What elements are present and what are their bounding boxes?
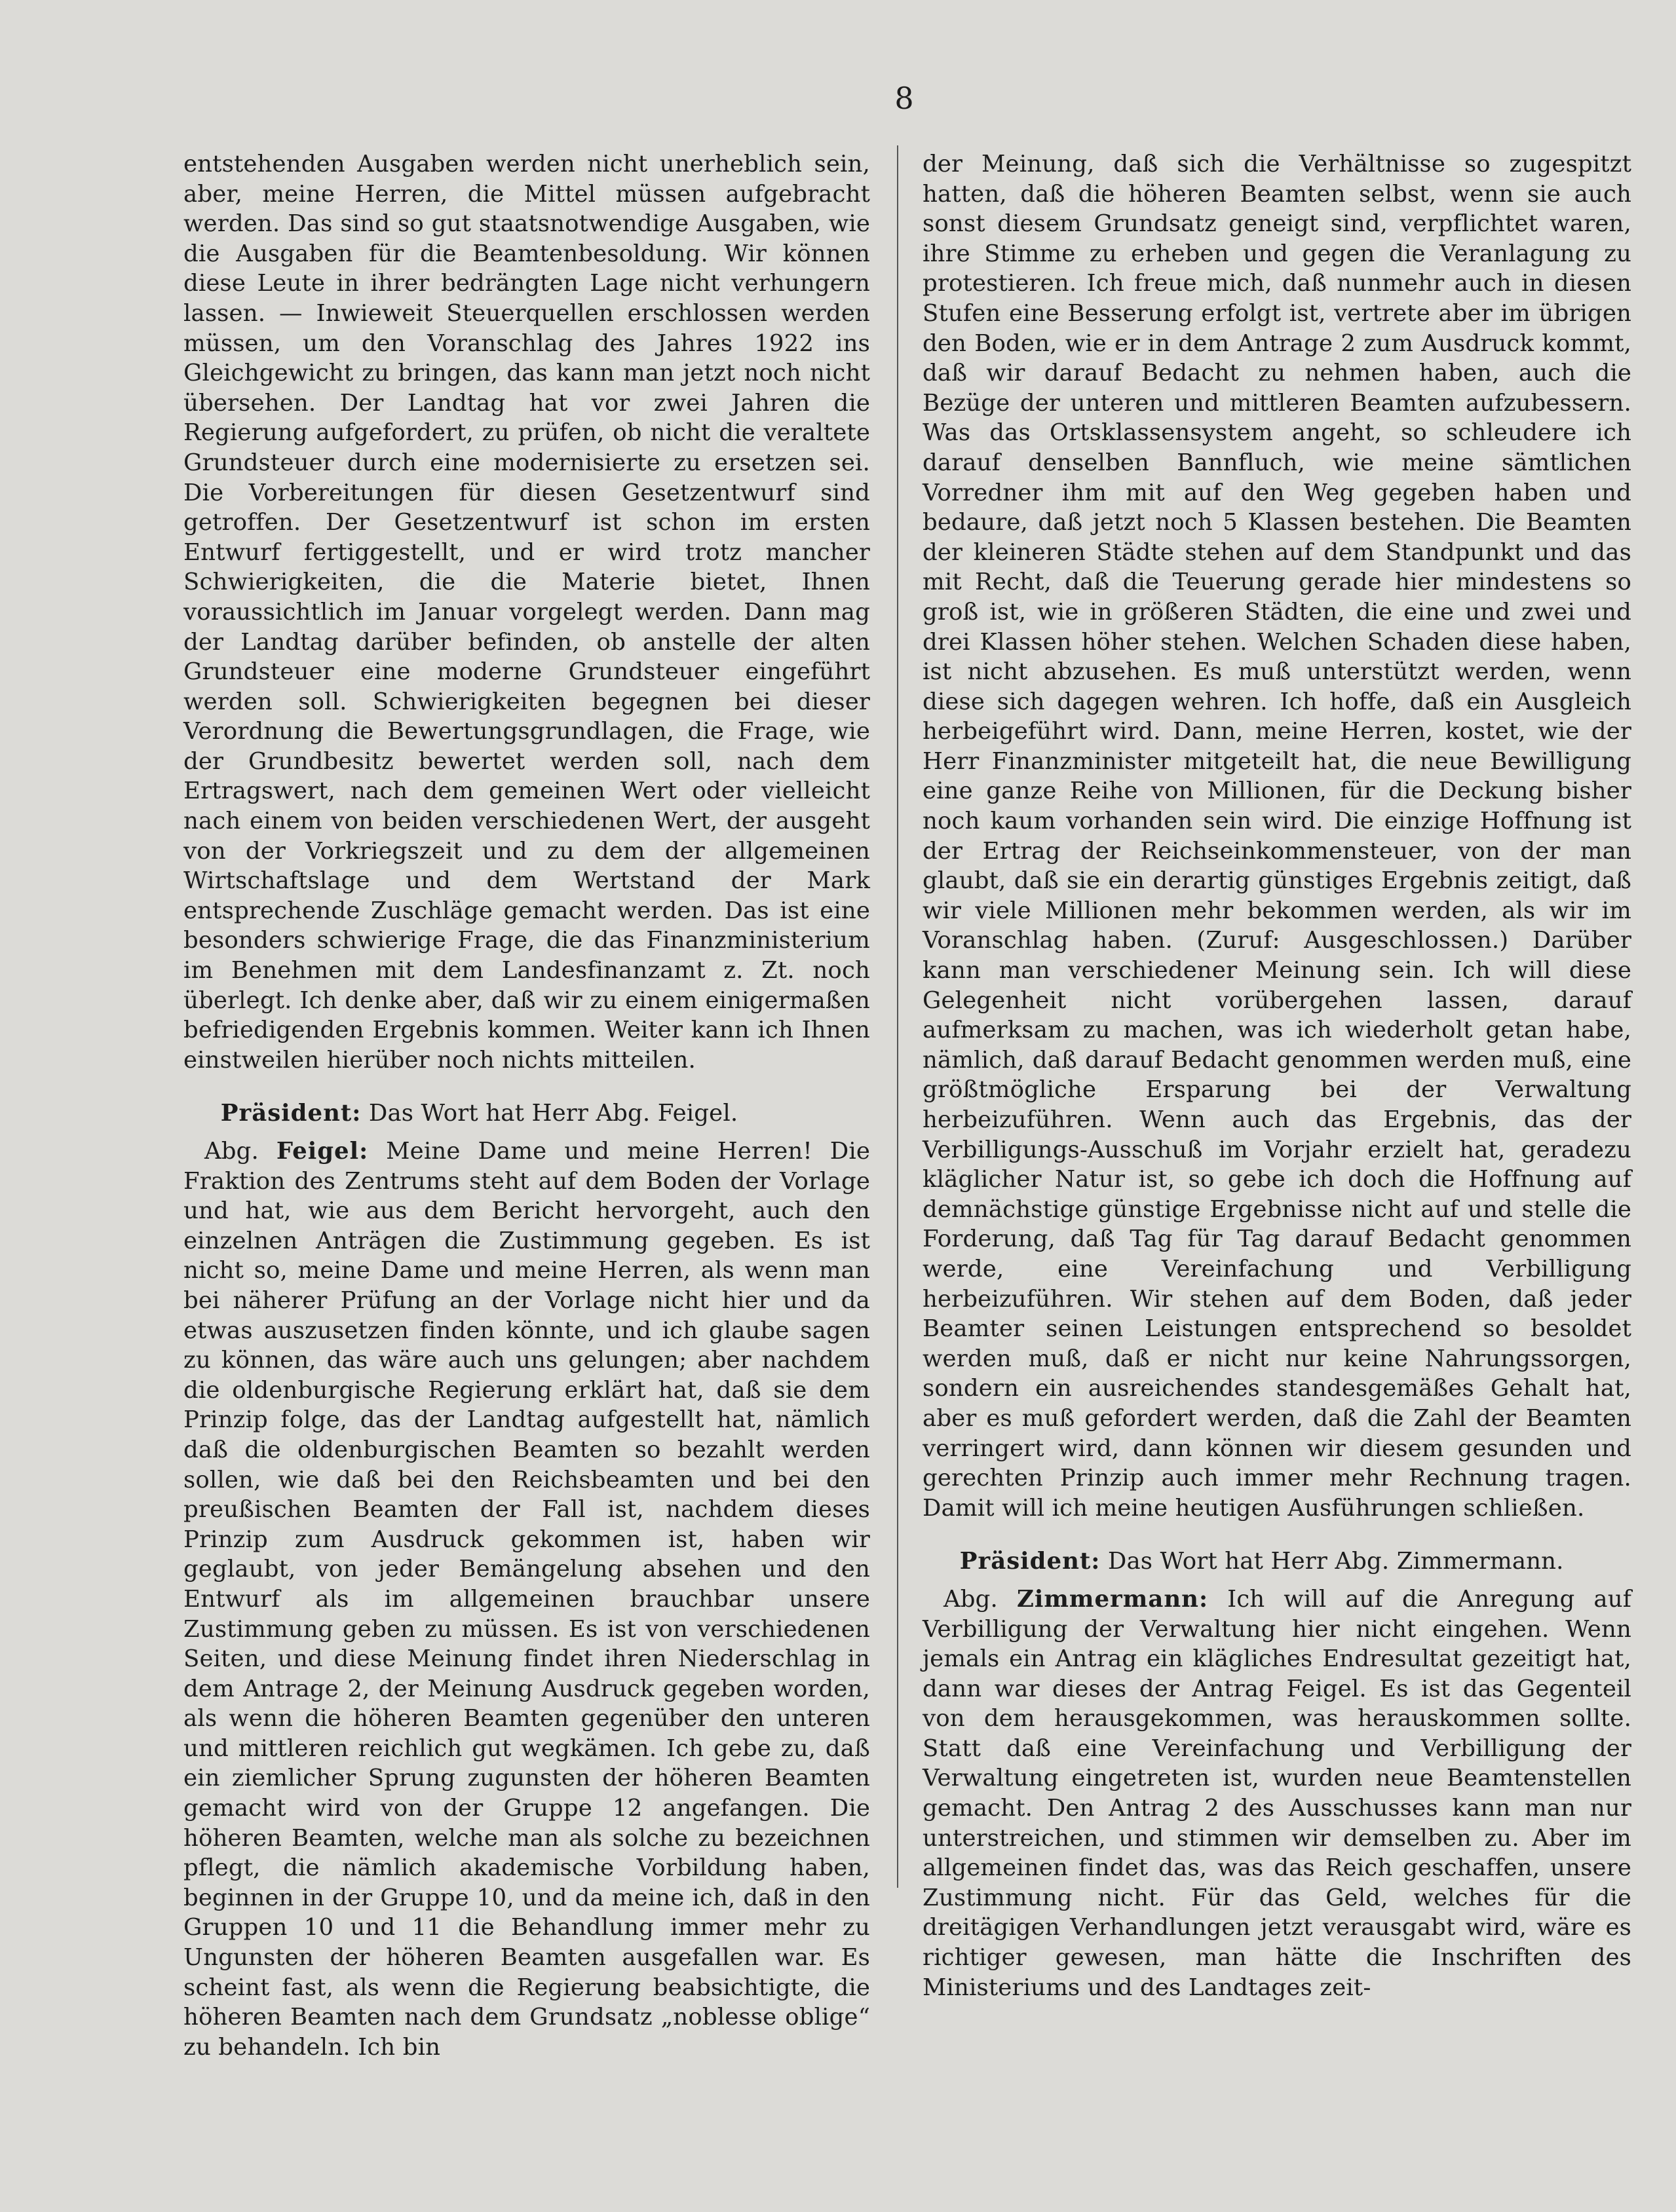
page-number: 8 <box>894 81 914 116</box>
president-announcement-feigel <box>183 1098 870 1129</box>
president-remark: Das Wort hat Herr Abg. Feigel. <box>368 1100 738 1127</box>
president-announcement-zimmermann <box>923 1547 1631 1577</box>
paragraph-continuation: der Meinung, daß sich die Verhältnisse so zugespitzt hatten, daß die höheren Beamten selbst, wenn sie auch sonst diesem Grundsatz geneigt sind, verpflichtet waren, ihre Stimme zu erheben und gegen die Veranlagung zu protestieren. Ich freue mich, daß nunmehr auch in diesen Stufen eine Besserung erfolgt ist, vertrete aber im übrigen den Boden, wie er in dem Antrage 2 zum Ausdruck kommt, daß wir darauf Bedacht zu nehmen haben, auch die Bezüge der unteren und mittleren Beamten aufzubessern. Was das Ortsklassensystem angeht, so schleudere ich darauf denselben Bannfluch, wie meine sämtlichen Vorredner ihm mit auf den Weg gegeben haben und bedaure, daß jetzt noch 5 Klassen bestehen. Die Beamten der kleineren Städte stehen auf dem Standpunkt und das mit Recht, daß die Teuerung gerade hier mindestens so groß ist, wie in größeren Städten, die eine und zwei und drei Klassen höher stehen. Welchen Schaden diese haben, ist nicht abzusehen. Es muß unterstützt werden, wenn diese sich dagegen wehren. Ich hoffe, daß ein Ausgleich herbeigeführt wird. Dann, meine Herren, kostet, wie der Herr Finanzminister mitgeteilt hat, die neue Bewilligung eine ganze Reihe von Millionen, für die Deckung bisher noch kaum vorhanden sein wird. Die einzige Hoffnung ist der Ertrag der Reichseinkommensteuer, von der man glaubt, daß sie ein derartig günstiges Ergebnis zeitigt, daß wir viele Millionen mehr bekommen werden, als wir im Voranschlag haben. (Zuruf: Ausgeschlossen.) Darüber kann man verschiedener Meinung sein. Ich will diese Gelegenheit nicht vorübergehen lassen, darauf aufmerksam zu machen, was ich wiederholt getan habe, nämlich, daß darauf Bedacht genommen werden muß, eine größtmögliche Ersparung bei der Verwaltung herbeizuführen. Wenn auch das Ergebnis, das der Verbilligungs-Ausschuß im Vorjahr erzielt hat, geradezu kläglicher Natur ist, so gebe ich doch die Hoffnung auf demnächstige günstige Ergebnisse nicht auf und stelle die Forderung, daß Tag für Tag darauf Bedacht genommen werde, eine Vereinfachung und Verbilligung herbeizuführen. Wir stehen auf dem Boden, daß jeder Beamter seinen Leistungen entsprechend so besoldet werden muß, daß er nicht nur keine Nahrungssorgen, sondern ein ausreichendes standesgemäßes Gehalt hat, aber es muß gefordert werden, daß die Zahl der Beamten verringert wird, dann können wir diesem gesunden und gerechten Prinzip auch immer mehr Rechnung tragen. Damit will ich meine heutigen Ausführungen schließen. <box>923 151 1631 1522</box>
president-remark: Das Wort hat Herr Abg. Zimmermann. <box>1107 1548 1564 1575</box>
speaker-label: Präsident: <box>959 1548 1101 1575</box>
speaker-name-zimmermann: Zimmermann: <box>1016 1585 1209 1613</box>
paragraph-budget: entstehenden Ausgaben werden nicht unerheblich sein, aber, meine Herren, die Mittel müssen aufgebracht werden. Das sind so gut staatsnotwendige Ausgaben, wie die Ausgaben für die Beamtenbesoldung. Wir können diese Leute in ihrer bedrängten Lage nicht verhungern lassen. — Inwieweit Steuerquellen erschlossen werden müssen, um den Voranschlag des Jahres 1922 ins Gleichgewicht zu bringen, das kann man jetzt noch nicht übersehen. Der Landtag hat vor zwei Jahren die Regierung aufgefordert, zu prüfen, ob nicht die veraltete Grundsteuer durch eine modernisierte zu ersetzen sei. Die Vorbereitungen für diesen Gesetzentwurf sind getroffen. Der Gesetzentwurf ist schon im ersten Entwurf fertiggestellt, und er wird trotz mancher Schwierigkeiten, die die Materie bietet, Ihnen voraussichtlich im Januar vorgelegt werden. Dann mag der Landtag darüber befinden, ob anstelle der alten Grundsteuer eine moderne Grundsteuer eingeführt werden soll. Schwierigkeiten begegnen bei dieser Verordnung die Bewertungsgrundlagen, die Frage, wie der Grundbesitz bewertet werden soll, nach dem Ertragswert, nach dem gemeinen Wert oder vielleicht nach einem von beiden verschiedenen Wert, der ausgeht von der Vorkriegszeit und zu dem der allgemeinen Wirtschaftslage und dem Wertstand der Mark entsprechende Zuschläge gemacht werden. Das ist eine besonders schwierige Frage, die das Finanzministerium im Benehmen mit dem Landesfinanzamt z. Zt. noch überlegt. Ich denke aber, daß wir zu einem einigermaßen befriedigenden Ergebnis kommen. Weiter kann ich Ihnen einstweilen hierüber noch nichts mitteilen. <box>183 151 870 1074</box>
column-divider <box>897 145 898 1888</box>
speech-zimmermann <box>923 1584 1631 2002</box>
speech-feigel <box>183 1136 870 2062</box>
speaker-prefix: Abg. <box>204 1138 259 1165</box>
right-column <box>923 149 1631 2002</box>
speech-text: Ich will auf die Anregung auf Verbilligung der Verwaltung hier nicht eingehen. Wenn jemals ein Antrag ein klägliches Endresultat gezeitigt hat, dann war dieses der Antrag Feigel. Es ist das Gegenteil von dem herausgekommen, was herauskommen sollte. Statt daß eine Vereinfachung und Verbilligung der Verwaltung eingetreten ist, wurden neue Beamtenstellen gemacht. Den Antrag 2 des Ausschusses kann man nur unterstreichen, und stimmen wir demselben zu. Aber im allgemeinen findet das, was das Reich geschaffen, unsere Zustimmung nicht. Für das Geld, welches für die dreitägigen Verhandlungen jetzt verausgabt wird, wäre es richtiger gewesen, man hätte die Inschriften des Ministeriums und des Landtages zeit- <box>923 1585 1631 2001</box>
speech-text: Meine Dame und meine Herren! Die Fraktion des Zentrums steht auf dem Boden der Vorlage und hat, wie aus dem Bericht hervorgeht, auch den einzelnen Anträgen die Zustimmung gegeben. Es ist nicht so, meine Dame und meine Herren, als wenn man bei näherer Prüfung an der Vorlage nicht hier und da etwas auszusetzen finden könnte, und ich glaube sagen zu können, das wäre auch uns gelungen; aber nachdem die oldenburgische Regierung erklärt hat, daß sie dem Prinzip folge, das der Landtag aufgestellt hat, nämlich daß die oldenburgischen Beamten so bezahlt werden sollen, wie daß bei den Reichsbeamten und bei den preußischen Beamten der Fall ist, nachdem dieses Prinzip zum Ausdruck gekommen ist, haben wir geglaubt, von jeder Bemängelung absehen und den Entwurf als im allgemeinen brauchbar unsere Zustimmung geben zu müssen. Es ist von verschiedenen Seiten, und diese Meinung findet ihren Niederschlag in dem Antrage 2, der Meinung Ausdruck gegeben worden, als wenn die höheren Beamten gegenüber den unteren und mittleren reichlich gut wegkämen. Ich gebe zu, daß ein ziemlicher Sprung zugunsten der höheren Beamten gemacht wird von der Gruppe 12 angefangen. Die höheren Beamten, welche man als solche zu bezeichnen pflegt, die nämlich akademische Vorbildung haben, beginnen in der Gruppe 10, und da meine ich, daß in den Gruppen 10 und 11 die Behandlung immer mehr zu Ungunsten der höheren Beamten ausgefallen war. Es scheint fast, als wenn die Regierung beabsichtigte, die höheren Beamten nach dem Grundsatz „noblesse oblige“ zu behandeln. Ich bin <box>183 1138 871 2061</box>
speaker-label: Präsident: <box>220 1100 362 1127</box>
speaker-name-feigel: Feigel: <box>276 1138 369 1165</box>
speaker-prefix: Abg. <box>943 1585 998 1613</box>
left-column <box>183 149 870 2062</box>
